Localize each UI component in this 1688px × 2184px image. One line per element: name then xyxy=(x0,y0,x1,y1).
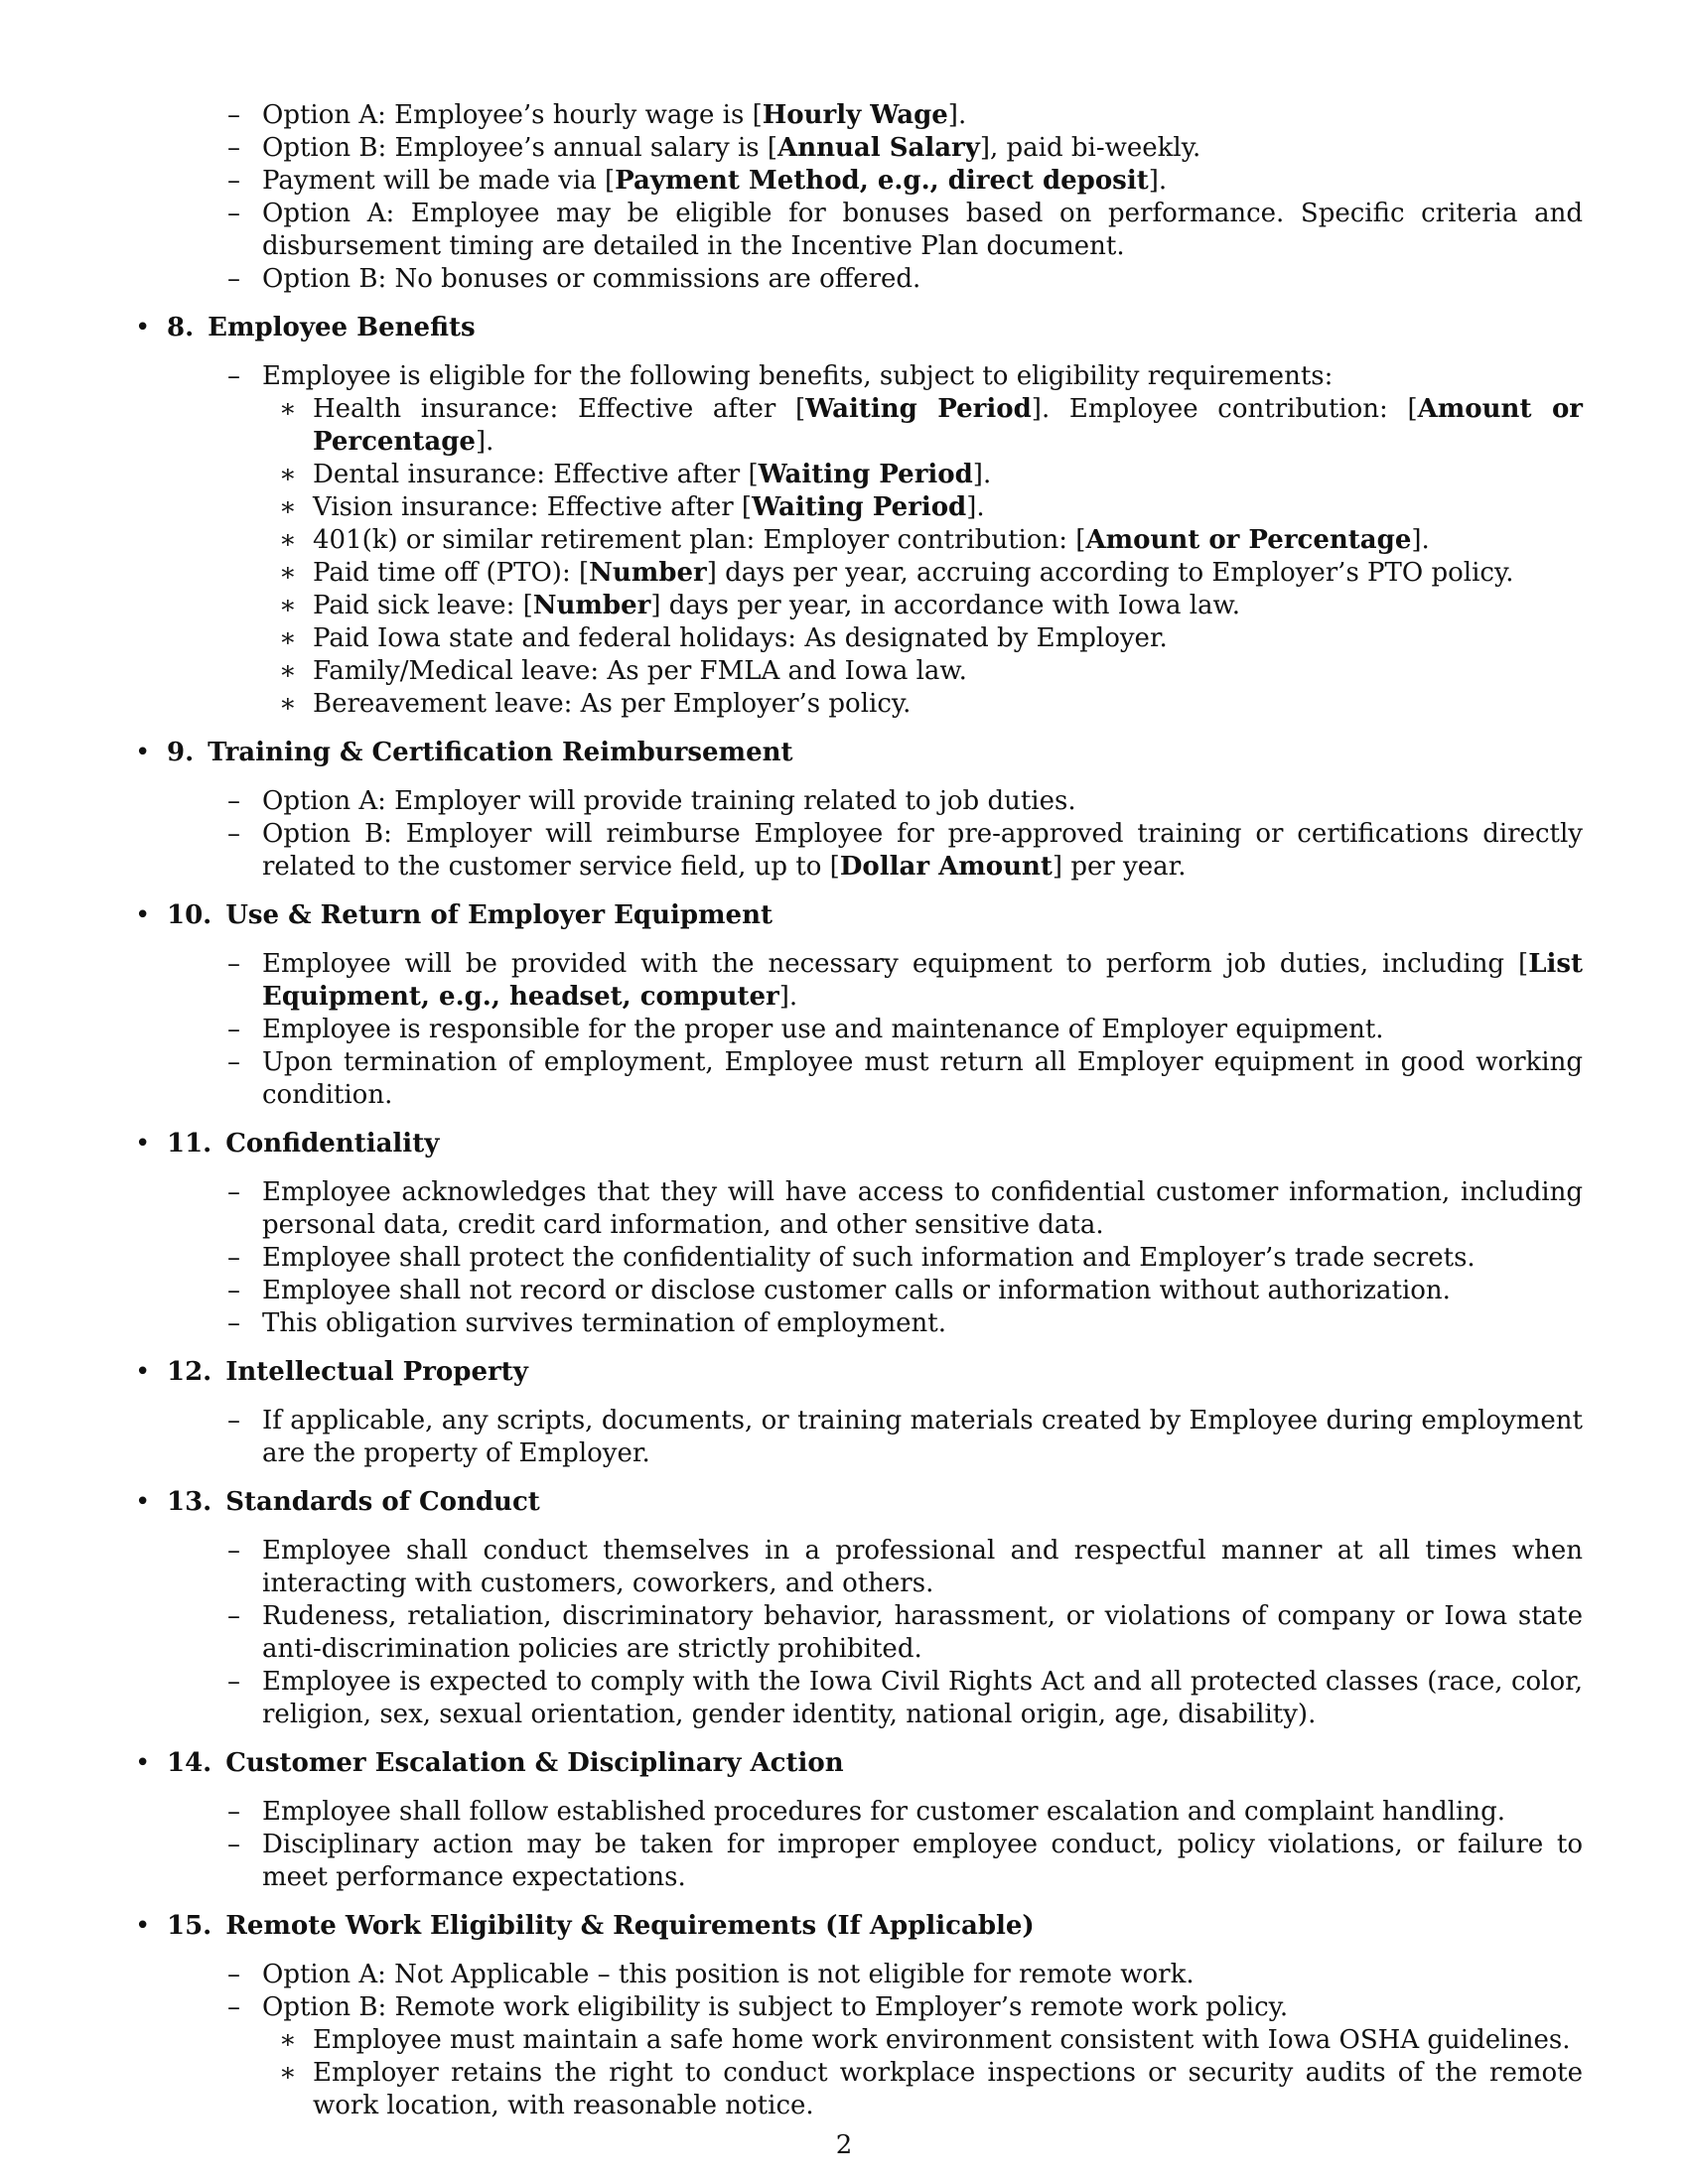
list-item xyxy=(227,818,1583,884)
section xyxy=(133,1356,1583,1470)
section-number: 12. xyxy=(167,1357,212,1387)
list-item-text: – Employee shall not record or disclose customer calls or information without authorization. xyxy=(262,1276,1451,1305)
section-items xyxy=(133,1176,1583,1340)
section-title: Use & Return of Employer Equipment xyxy=(225,900,774,930)
document-page xyxy=(133,99,1583,2122)
section-items xyxy=(133,785,1583,884)
section-number: 9. xyxy=(167,738,195,767)
list-item-text: – Option B: Employer will reimburse Employee for pre-approved training or certifications directly related to the customer service field, up to [Dollar Amount] per year. xyxy=(262,819,1583,882)
section-heading xyxy=(133,312,1583,344)
section-number: 14. xyxy=(167,1748,212,1778)
list-item-text: – Option A: Not Applicable – this position is not eligible for remote work. xyxy=(262,1960,1195,1989)
list-item-text: – Upon termination of employment, Employee must return all Employer equipment in good working condition. xyxy=(262,1047,1583,1110)
list-item xyxy=(227,1535,1583,1600)
section-number: 11. xyxy=(167,1129,212,1159)
placeholder-field: Number xyxy=(589,558,707,588)
list-item-text: – Option B: Remote work eligibility is subject to Employer’s remote work policy. xyxy=(262,1992,1289,2022)
list-item xyxy=(227,1405,1583,1470)
list-item-text: – Employee shall conduct themselves in a professional and respectful manner at all times when interacting with customers, coworkers, and others. xyxy=(262,1536,1583,1598)
placeholder-field: Amount or Percentage xyxy=(1085,525,1412,555)
sub-list-item: ∗ Paid sick leave: [Number] days per year, in accordance with Iowa law. xyxy=(277,590,1583,622)
sub-list-item: ∗ 401(k) or similar retirement plan: Employer contribution: [Amount or Percentage]. xyxy=(277,524,1583,557)
list-item-text: – Employee shall follow established procedures for customer escalation and complaint handling. xyxy=(262,1797,1506,1827)
section-title: Employee Benefits xyxy=(208,313,476,342)
sub-list-item: ∗ Bereavement leave: As per Employer’s policy. xyxy=(277,688,1583,721)
list-item-text: – If applicable, any scripts, documents, or training materials created by Employee during employment are the property of Employer. xyxy=(262,1406,1583,1468)
list-item-text: – Employee acknowledges that they will have access to confidential customer information, including personal data, credit card information, and other sensitive data. xyxy=(262,1177,1583,1240)
list-item xyxy=(227,1307,1583,1340)
sub-list-item: ∗ Paid time off (PTO): [Number] days per year, accruing according to Employer’s PTO policy. xyxy=(277,557,1583,590)
placeholder-field: Hourly Wage xyxy=(762,100,948,130)
section-title: Confidentiality xyxy=(225,1129,440,1159)
list-item xyxy=(227,1666,1583,1731)
list-item xyxy=(227,1959,1583,1991)
section-heading xyxy=(133,1747,1583,1780)
section-heading xyxy=(133,737,1583,769)
list-item xyxy=(227,1829,1583,1894)
list-item xyxy=(227,1014,1583,1046)
sub-list-item: ∗ Vision insurance: Effective after [Waiting Period]. xyxy=(277,491,1583,524)
section-title: Intellectual Property xyxy=(225,1357,528,1387)
list-item: – Option B: Employee’s annual salary is [Annual Salary], paid bi-weekly. xyxy=(227,132,1583,165)
compensation-list xyxy=(133,99,1583,296)
placeholder-field: Waiting Period xyxy=(758,460,973,489)
list-item xyxy=(227,1991,1583,2122)
list-item xyxy=(227,1275,1583,1307)
section-heading xyxy=(133,1128,1583,1160)
placeholder-field: Amount or Percentage xyxy=(313,394,1583,457)
section-number: 15. xyxy=(167,1911,212,1941)
sub-list-item: ∗ Employee must maintain a safe home work environment consistent with Iowa OSHA guidelines. xyxy=(277,2024,1583,2057)
list-item-text: – Option A: Employer will provide training related to job duties. xyxy=(262,786,1076,816)
placeholder-field: List Equipment, e.g., headset, computer xyxy=(262,949,1583,1012)
section xyxy=(133,1486,1583,1731)
list-item-text: – Rudeness, retaliation, discriminatory behavior, harassment, or violations of company or Iowa state anti-discrimination policies are strictly prohibited. xyxy=(262,1601,1583,1664)
sections-container xyxy=(133,312,1583,2122)
placeholder-field: Annual Salary xyxy=(777,133,980,163)
section-heading xyxy=(133,1910,1583,1943)
section-heading xyxy=(133,1486,1583,1519)
sub-list xyxy=(262,393,1583,721)
section xyxy=(133,1910,1583,2122)
section xyxy=(133,1128,1583,1340)
section xyxy=(133,737,1583,884)
section-number: 8. xyxy=(167,313,195,342)
sub-list-item: ∗ Health insurance: Effective after [Waiting Period]. Employee contribution: [Amount or Percentage]. xyxy=(277,393,1583,459)
section-items xyxy=(133,360,1583,721)
list-item-text: – Employee will be provided with the necessary equipment to perform job duties, including [List Equipment, e.g., headset, computer]. xyxy=(262,949,1583,1012)
list-item xyxy=(227,1796,1583,1829)
section xyxy=(133,899,1583,1112)
section-heading xyxy=(133,899,1583,932)
list-item-text: – Employee is expected to comply with the Iowa Civil Rights Act and all protected classes (race, color, religion, sex, sexual orientation, gender identity, national origin, age, disability). xyxy=(262,1667,1583,1729)
list-item xyxy=(227,1046,1583,1112)
section-items xyxy=(133,1535,1583,1731)
section-items xyxy=(133,948,1583,1112)
sub-list-item: ∗ Family/Medical leave: As per FMLA and Iowa law. xyxy=(277,655,1583,688)
placeholder-field: Waiting Period xyxy=(805,394,1032,424)
list-item-text: – This obligation survives termination of employment. xyxy=(262,1308,946,1338)
placeholder-field: Number xyxy=(532,591,651,620)
list-item xyxy=(227,785,1583,818)
section-title: Customer Escalation & Disciplinary Action xyxy=(225,1748,844,1778)
list-item-text: – Disciplinary action may be taken for improper employee conduct, policy violations, or failure to meet performance expectations. xyxy=(262,1830,1583,1892)
page-number: 2 xyxy=(835,2130,853,2160)
section-items xyxy=(133,1959,1583,2122)
list-item-text: – Employee is eligible for the following benefits, subject to eligibility requirements: xyxy=(262,361,1334,391)
list-item xyxy=(227,1600,1583,1666)
list-item: – Option B: No bonuses or commissions are offered. xyxy=(227,263,1583,296)
section-items xyxy=(133,1405,1583,1470)
list-item-text: – Employee is responsible for the proper use and maintenance of Employer equipment. xyxy=(262,1015,1384,1044)
section xyxy=(133,312,1583,721)
list-item: – Option A: Employee may be eligible for bonuses based on performance. Specific criteria and disbursement timing are detailed in the Incentive Plan document. xyxy=(227,198,1583,263)
section-items xyxy=(133,1796,1583,1894)
section-title: Remote Work Eligibility & Requirements (If Applicable) xyxy=(225,1911,1035,1941)
section-title: Training & Certification Reimbursement xyxy=(208,738,793,767)
sub-list-item: ∗ Employer retains the right to conduct workplace inspections or security audits of the remote work location, with reasonable notice. xyxy=(277,2057,1583,2122)
section xyxy=(133,1747,1583,1894)
sub-list-item: ∗ Dental insurance: Effective after [Waiting Period]. xyxy=(277,459,1583,491)
placeholder-field: Dollar Amount xyxy=(839,852,1053,882)
section-number: 13. xyxy=(167,1487,212,1517)
list-item xyxy=(227,1242,1583,1275)
list-item xyxy=(227,360,1583,721)
sub-list xyxy=(262,2024,1583,2122)
section-heading xyxy=(133,1356,1583,1389)
section-title: Standards of Conduct xyxy=(225,1487,540,1517)
list-item xyxy=(227,1176,1583,1242)
list-item: – Option A: Employee’s hourly wage is [Hourly Wage]. xyxy=(227,99,1583,132)
placeholder-field: Payment Method, e.g., direct deposit xyxy=(615,166,1149,196)
section-number: 10. xyxy=(167,900,212,930)
placeholder-field: Waiting Period xyxy=(752,492,967,522)
sub-list-item: ∗ Paid Iowa state and federal holidays: As designated by Employer. xyxy=(277,622,1583,655)
list-item: – Payment will be made via [Payment Method, e.g., direct deposit]. xyxy=(227,165,1583,198)
list-item xyxy=(227,948,1583,1014)
list-item-text: – Employee shall protect the confidentiality of such information and Employer’s trade secrets. xyxy=(262,1243,1476,1273)
